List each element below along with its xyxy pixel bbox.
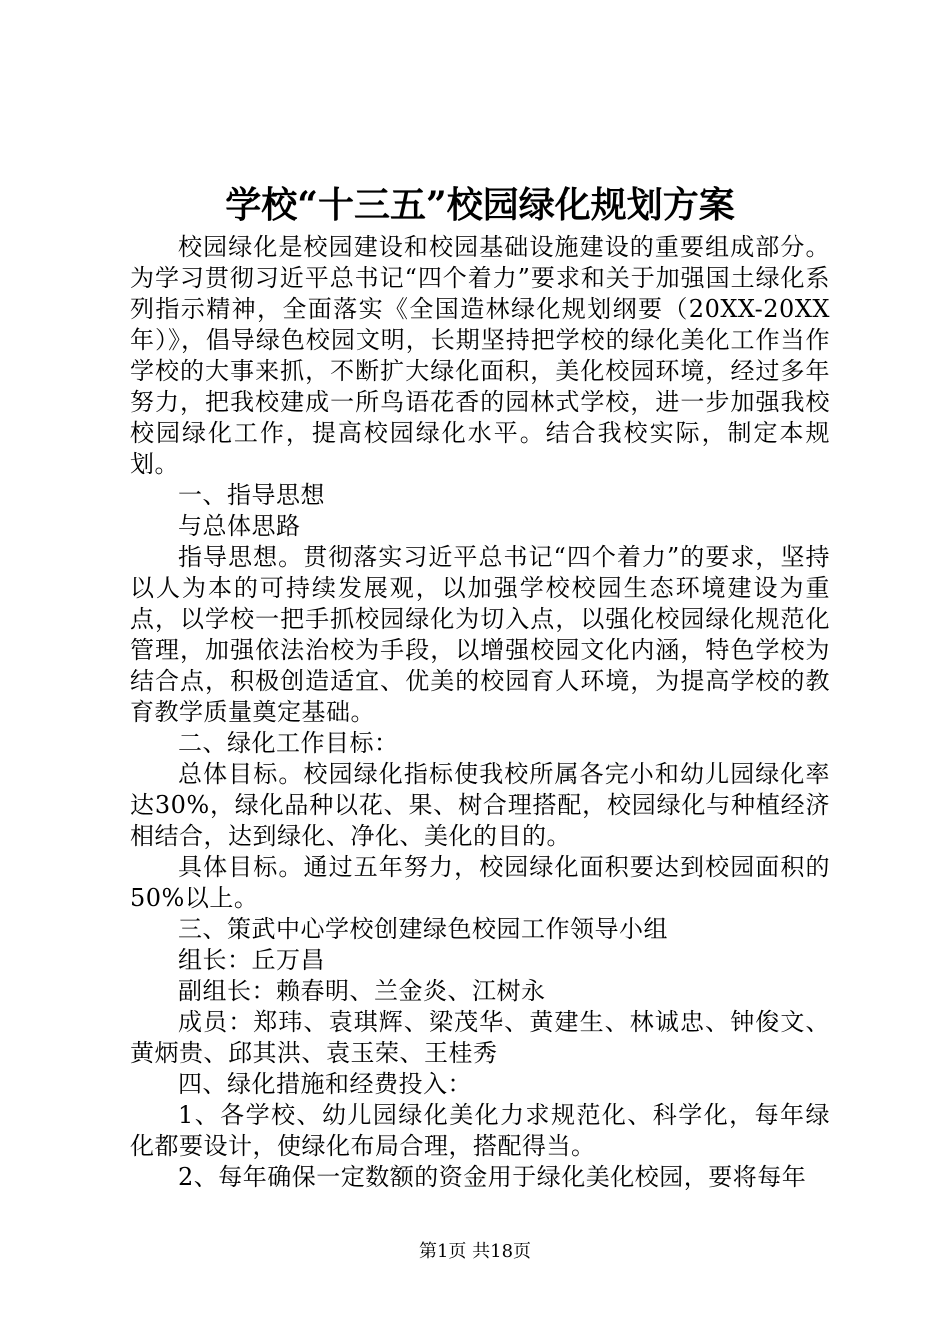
document-title: 学校“十三五”校园绿化规划方案 (225, 184, 735, 226)
paragraph-overall-goal: 总体目标。校园绿化指标使我校所属各完小和幼儿园绿化率达30%，绿化品种以花、果、树合理搭配，校园绿化与种植经济相结合，达到绿化、净化、美化的目的。 (130, 760, 830, 850)
section-heading-measures-funding: 四、绿化措施和经费投入： (178, 1070, 472, 1098)
paragraph-group-leader: 组长：丘万昌 (178, 946, 325, 974)
document-body (130, 232, 830, 1193)
section-heading-leadership-group: 三、策武中心学校创建绿色校园工作领导小组 (178, 915, 668, 943)
page-number-footer: 第1页 共18页 (418, 1241, 532, 1262)
section-heading-overall-approach: 与总体思路 (178, 512, 301, 540)
paragraph-deputy-leaders: 副组长：赖春明、兰金炎、江树永 (178, 977, 546, 1005)
paragraph-intro: 校园绿化是校园建设和校园基础设施建设的重要组成部分。为学习贯彻习近平总书记“四个着力”要求和关于加强国土绿化系列指示精神，全面落实《全国造林绿化规划纲要（20XX-20XX年）》，倡导绿色校园文明，长期坚持把学校的绿化美化工作当作学校的大事来抓，不断扩大绿化面积，美化校园环境，经过多年努力，把我校建成一所鸟语花香的园林式学校，进一步加强我校校园绿化工作，提高校园绿化水平。结合我校实际，制定本规划。 (130, 233, 830, 478)
paragraph-specific-goal: 具体目标。通过五年努力，校园绿化面积要达到校园面积的50%以上。 (130, 853, 830, 912)
section-heading-guiding-ideology: 一、指导思想 (178, 481, 325, 509)
paragraph-guiding-ideology: 指导思想。贯彻落实习近平总书记“四个着力”的要求，坚持以人为本的可持续发展观，以加强学校校园生态环境建设为重点，以学校一把手抓校园绿化为切入点，以强化校园绿化规范化管理，加强依法治校为手段，以增强校园文化内涵，特色学校为结合点，积极创造适宜、优美的校园育人环境，为提高学校的教育教学质量奠定基础。 (130, 543, 830, 726)
section-heading-greening-goals: 二、绿化工作目标： (178, 729, 399, 757)
paragraph-measure-1: 1、各学校、幼儿园绿化美化力求规范化、科学化，每年绿化都要设计，使绿化布局合理，搭配得当。 (130, 1101, 830, 1160)
paragraph-members: 成员：郑玮、袁琪辉、梁茂华、黄建生、林诚忠、钟俊文、黄炳贵、邱其洪、袁玉荣、王桂秀 (130, 1008, 830, 1067)
paragraph-measure-2: 2、每年确保一定数额的资金用于绿化美化校园，要将每年 (178, 1163, 807, 1191)
